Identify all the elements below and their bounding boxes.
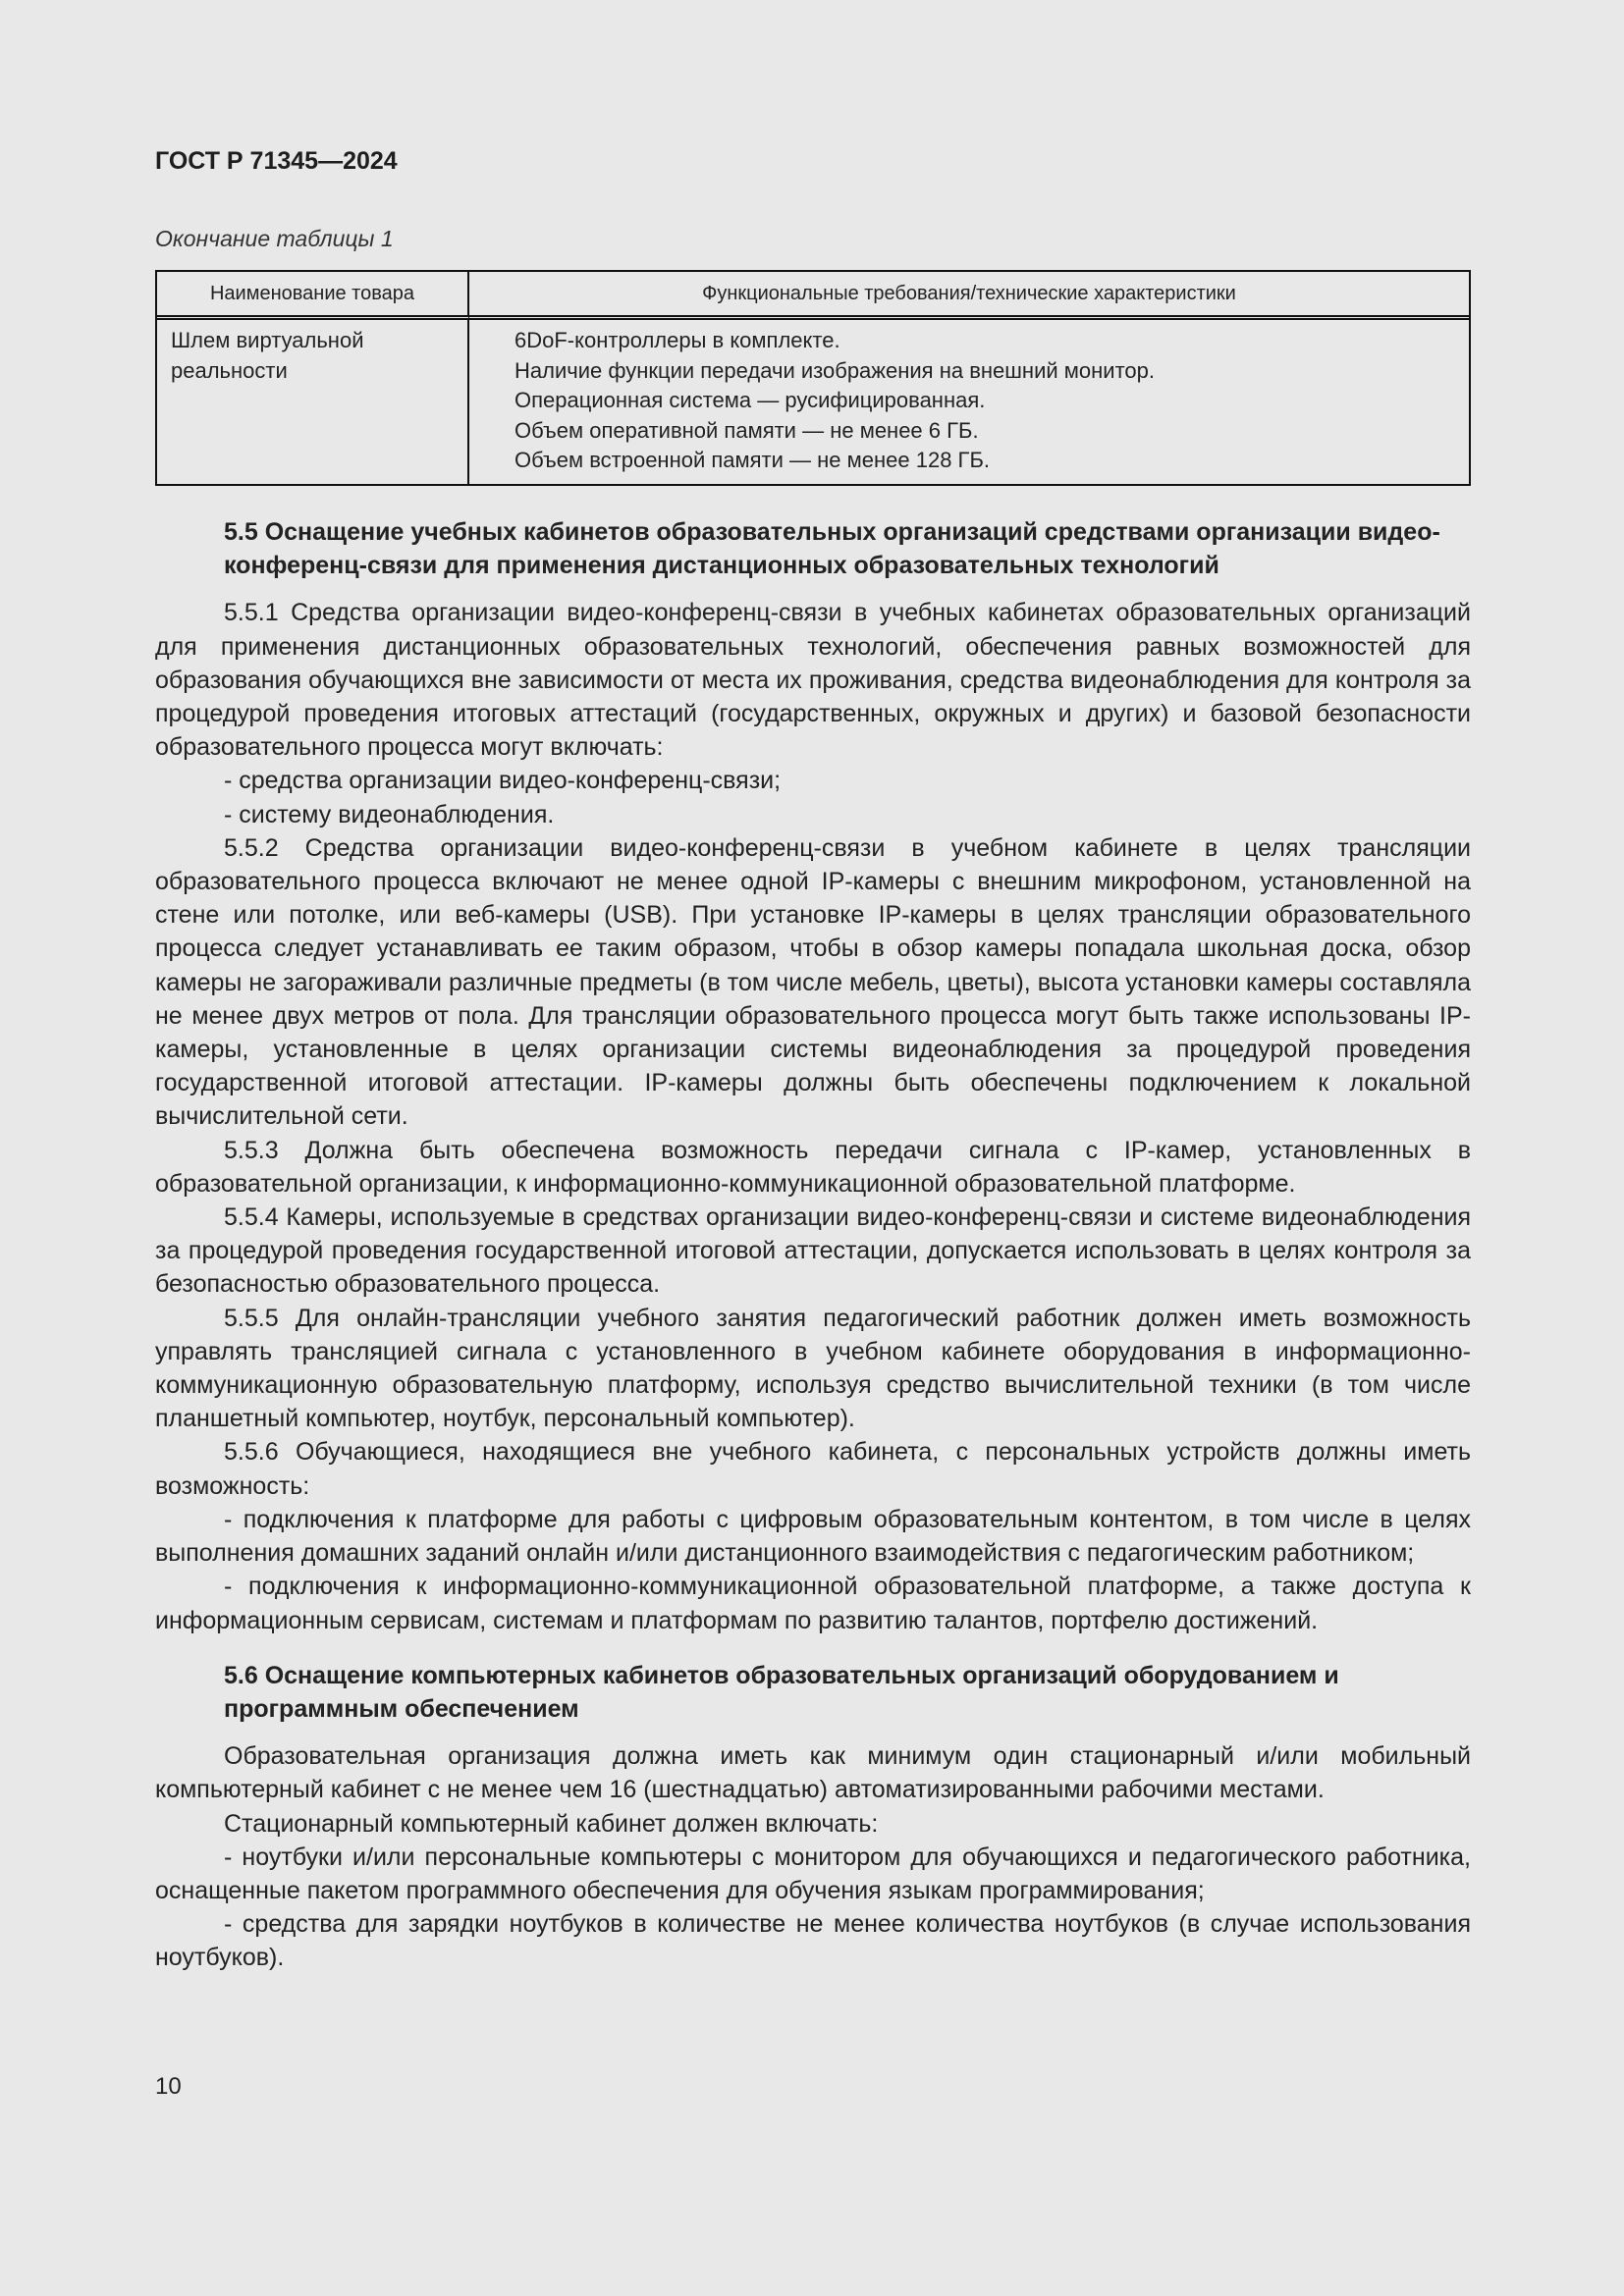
product-name-cell: [157, 320, 469, 484]
list-item: - ноутбуки и/или персональные компьютеры с монитором для обучающихся и педагогического работника, оснащенные пакетом программного обеспечения для обучения языкам программирования;: [155, 1842, 1471, 1904]
requirement-line: Операционная система — русифицированная.: [514, 388, 986, 412]
list-item: - подключения к информационно-коммуникационной образовательной платформе, а также доступа к информационным сервисам, системам и платформам по развитию талантов, портфелю достижений.: [155, 1573, 1471, 1634]
requirements-cell: [469, 320, 1469, 484]
paragraph-5-5-1: 5.5.1 Средства организации видео-конференц-связи в учебных кабинетах образовательных организаций для применения дистанционных образовательных технологий, обеспечения равных возможностей для образования обучающихся вне зависимости от места их проживания, средства видеонаблюдения для контроля за процедурой проведения итоговых аттестаций (государственных, окружных и других) и базовой безопасности образовательного процесса могут включать:: [155, 599, 1471, 762]
paragraph-5-6-intro: Образовательная организация должна иметь как минимум один стационарный и/или мобильный компьютерный кабинет с не менее чем 16 (шестнадцатью) автоматизированными рабочими местами.: [155, 1742, 1471, 1804]
list-item: - средства организации видео-конференц-связи;: [224, 767, 782, 795]
paragraph-5-5-2: 5.5.2 Средства организации видео-конференц-связи в учебном кабинете в целях трансляции образовательного процесса включают не менее одной IP-камеры с внешним микрофоном, установленной на стене или потолке, или веб-камеры (USB). При установке IP-камеры в целях трансляции образовательного процесса следует устанавливать ее таким образом, чтобы в обзор камеры попадала школьная доска, обзор камеры не загораживали различные предметы (в том числе мебель, цветы), высота установки камеры составляла не менее двух метров от пола. Для трансляции образовательного процесса могут быть также использованы IP-камеры, установленные в целях организации системы видеонаблюдения за процедурой проведения государственной итоговой аттестации. IP-камеры должны быть обеспечены подключением к локальной вычислительной сети.: [155, 833, 1471, 1131]
spec-table: [155, 270, 1471, 486]
product-name-line: реальности: [171, 357, 288, 383]
product-name-line: Шлем виртуальной: [171, 328, 364, 352]
column-header-product: Наименование товара: [157, 272, 469, 320]
requirement-line: Наличие функции передачи изображения на внешний монитор.: [514, 357, 1155, 383]
requirement-line: Объем встроенной памяти — не менее 128 ГБ.: [514, 448, 991, 472]
section-title-5-5: 5.5 Оснащение учебных кабинетов образовательных организаций средствами организации видео-конференц-связи для применения дистанционных образовательных технологий: [224, 518, 1440, 580]
paragraph-5-6-stationary: Стационарный компьютерный кабинет должен включать:: [224, 1809, 879, 1838]
table-row: [157, 320, 1469, 484]
paragraph-5-5-6: 5.5.6 Обучающиеся, находящиеся вне учебного кабинета, с персональных устройств должны иметь возможность:: [155, 1438, 1471, 1500]
list-item: - систему видеонаблюдения.: [224, 800, 555, 828]
paragraph-5-5-4: 5.5.4 Камеры, используемые в средствах организации видео-конференц-связи и системе видеонаблюдения за процедурой проведения государственной итоговой аттестации, допускается использовать в целях контроля за безопасностью образовательного процесса.: [155, 1203, 1471, 1299]
list-item: - подключения к платформе для работы с цифровым образовательным контентом, в том числе в целях выполнения домашних заданий онлайн и/или дистанционного взаимодействия с педагогическим работником;: [155, 1505, 1471, 1568]
paragraph-5-5-5: 5.5.5 Для онлайн-трансляции учебного занятия педагогический работник должен иметь возможность управлять трансляцией сигнала с установленного в учебном кабинете оборудования в информационно-коммуникационную образовательную платформу, используя средство вычислительной техники (в том числе планшетный компьютер, ноутбук, персональный компьютер).: [155, 1304, 1471, 1433]
paragraph-5-5-3: 5.5.3 Должна быть обеспечена возможность передачи сигнала с IP-камер, установленных в образовательной организации, к информационно-коммуникационной образовательной платформе.: [155, 1136, 1471, 1198]
requirement-line: 6DoF-контроллеры в комплекте.: [514, 328, 840, 352]
requirement-line: Объем оперативной памяти — не менее 6 ГБ.: [514, 417, 979, 443]
column-header-requirements: Функциональные требования/технические характеристики: [469, 272, 1469, 320]
section-title-5-6: 5.6 Оснащение компьютерных кабинетов образовательных организаций оборудованием и программным обеспечением: [224, 1661, 1339, 1723]
document-body: [155, 515, 1471, 1975]
page-number: 10: [155, 2073, 182, 2100]
table-caption: Окончание таблицы 1: [155, 226, 394, 251]
document-code: ГОСТ Р 71345—2024: [155, 147, 398, 175]
list-item: - средства для зарядки ноутбуков в количестве не менее количества ноутбуков (в случае использования ноутбуков).: [155, 1910, 1471, 1972]
table-header-row: [157, 272, 1469, 320]
